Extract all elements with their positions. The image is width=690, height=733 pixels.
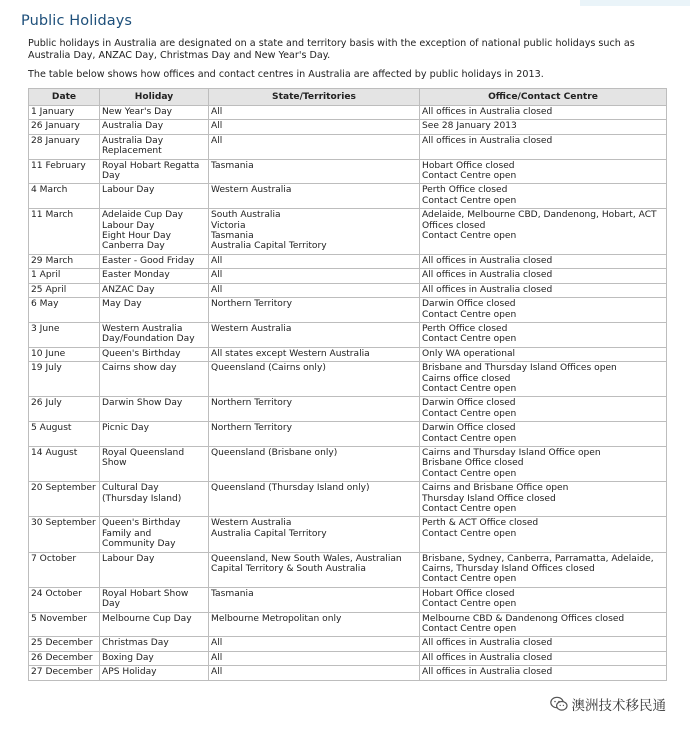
table-row <box>29 362 667 397</box>
cell-holiday-line: Adelaide Cup Day <box>102 210 184 221</box>
cell-states-line: All <box>211 135 223 146</box>
table-row <box>29 283 667 297</box>
cell-date: 5 August <box>29 422 100 447</box>
cell-holiday <box>100 612 209 637</box>
cell-office <box>420 134 667 159</box>
cell-states-line: Queensland (Thursday Island only) <box>211 483 370 494</box>
cell-states-line: Northern Territory <box>211 398 292 409</box>
cell-office-line: Contact Centre open <box>422 504 517 514</box>
cell-office <box>420 552 667 587</box>
cell-holiday-line: Labour Day <box>102 220 155 231</box>
cell-office <box>420 322 667 347</box>
cell-office-line: Cairns, Thursday Island Offices closed <box>422 564 595 575</box>
cell-states-line: Western Australia <box>211 323 292 334</box>
cell-date: 7 October <box>29 552 100 587</box>
cell-office <box>420 209 667 255</box>
cell-holiday <box>100 397 209 422</box>
cell-office-line: Cairns and Thursday Island Office open <box>422 447 601 458</box>
cell-office-line: Thursday Island Office closed <box>422 493 556 504</box>
cell-holiday-line: Easter Monday <box>102 270 170 281</box>
cell-office-line: Contact Centre open <box>422 468 517 479</box>
cell-office-line: Contact Centre open <box>422 195 517 206</box>
cell-office-line: Brisbane and Thursday Island Offices open <box>422 363 617 374</box>
cell-office-line: Perth Office closed <box>422 323 508 334</box>
cell-holiday <box>100 651 209 665</box>
cell-office-line: All offices in Australia closed <box>422 255 553 266</box>
table-row <box>29 517 667 552</box>
cell-office-line: Contact Centre open <box>422 433 517 444</box>
cell-office-line: Contact Centre open <box>422 309 517 320</box>
cell-states-line: Capital Territory & South Australia <box>211 564 366 575</box>
cell-states <box>209 422 420 447</box>
cell-states <box>209 298 420 323</box>
cell-holiday-line: Boxing Day <box>102 652 154 663</box>
cell-states <box>209 612 420 637</box>
table-row <box>29 134 667 159</box>
cell-office-line: All offices in Australia closed <box>422 107 553 117</box>
cell-date: 25 December <box>29 637 100 651</box>
top-accent-bar <box>580 0 690 6</box>
cell-states <box>209 322 420 347</box>
cell-holiday-line: Family and <box>102 528 152 539</box>
cell-office <box>420 397 667 422</box>
cell-states-line: Western Australia <box>211 518 292 529</box>
cell-office-line: All offices in Australia closed <box>422 638 553 649</box>
cell-office-line: Darwin Office closed <box>422 398 516 409</box>
cell-date: 5 November <box>29 612 100 637</box>
cell-holiday-line: May Day <box>102 299 142 310</box>
cell-office-line: Brisbane Office closed <box>422 458 524 469</box>
cell-states <box>209 446 420 481</box>
cell-office-line: Contact Centre open <box>422 408 517 419</box>
cell-holiday-line: Christmas Day <box>102 638 169 649</box>
cell-office <box>420 106 667 120</box>
cell-office <box>420 184 667 209</box>
cell-holiday-line: Australia Day <box>102 135 164 146</box>
cell-holiday-line: Melbourne Cup Day <box>102 613 192 624</box>
cell-holiday-line: Royal Hobart Show <box>102 588 189 599</box>
cell-states-line: All <box>211 255 223 266</box>
cell-date: 25 April <box>29 283 100 297</box>
cell-states <box>209 482 420 517</box>
cell-holiday-line: Replacement <box>102 146 162 157</box>
cell-states-line: South Australia <box>211 210 281 221</box>
table-row <box>29 552 667 587</box>
cell-states <box>209 209 420 255</box>
cell-office-line: Contact Centre open <box>422 383 517 394</box>
cell-holiday-line: Cairns show day <box>102 363 177 374</box>
cell-holiday <box>100 517 209 552</box>
cell-holiday <box>100 283 209 297</box>
table-row <box>29 397 667 422</box>
cell-date: 26 July <box>29 397 100 422</box>
cell-date: 11 March <box>29 209 100 255</box>
cell-states <box>209 106 420 120</box>
cell-date: 24 October <box>29 587 100 612</box>
cell-holiday <box>100 254 209 268</box>
table-row <box>29 587 667 612</box>
table-row <box>29 637 667 651</box>
cell-states-line: All <box>211 652 223 663</box>
cell-states <box>209 283 420 297</box>
cell-states-line: All <box>211 121 223 132</box>
cell-office <box>420 347 667 361</box>
cell-holiday-line: Queen's Birthday <box>102 518 181 529</box>
intro-paragraph: Public holidays in Australia are designated on a state and territory basis with the exception of national public holidays such as Australia Day, ANZAC Day, Christmas Day and New Year's Day. <box>28 38 635 61</box>
cell-holiday-line: Cultural Day <box>102 483 159 494</box>
cell-holiday <box>100 322 209 347</box>
cell-holiday-line: Day/Foundation Day <box>102 334 195 345</box>
table-row <box>29 446 667 481</box>
cell-states <box>209 517 420 552</box>
table-row <box>29 254 667 268</box>
wechat-icon <box>550 696 568 712</box>
cell-states <box>209 666 420 680</box>
cell-date: 20 September <box>29 482 100 517</box>
cell-holiday-line: Eight Hour Day <box>102 231 172 242</box>
cell-states <box>209 397 420 422</box>
cell-office <box>420 422 667 447</box>
cell-date: 6 May <box>29 298 100 323</box>
cell-office <box>420 120 667 134</box>
cell-date: 3 June <box>29 322 100 347</box>
cell-date: 1 January <box>29 106 100 120</box>
cell-holiday <box>100 159 209 184</box>
table-row <box>29 651 667 665</box>
table-row <box>29 347 667 361</box>
cell-office <box>420 482 667 517</box>
cell-office-line: Only WA operational <box>422 348 516 359</box>
cell-holiday-line: Day <box>102 171 120 182</box>
cell-office <box>420 587 667 612</box>
cell-office-line: Cairns and Brisbane Office open <box>422 483 569 494</box>
cell-office <box>420 517 667 552</box>
cell-office-line: Perth & ACT Office closed <box>422 518 539 529</box>
cell-date: 4 March <box>29 184 100 209</box>
cell-states-line: Australia Capital Territory <box>211 241 327 252</box>
cell-holiday-line: Labour Day <box>102 185 155 196</box>
cell-office-line: Contact Centre open <box>422 599 517 610</box>
cell-office-line: Perth Office closed <box>422 185 508 196</box>
cell-date: 11 February <box>29 159 100 184</box>
cell-office <box>420 651 667 665</box>
header-office: Office/Contact Centre <box>420 89 667 106</box>
page-title: Public Holidays <box>21 13 133 29</box>
cell-holiday-line: Easter - Good Friday <box>102 255 195 266</box>
cell-states-line: All states except Western Australia <box>211 348 370 359</box>
cell-states-line: All <box>211 107 223 117</box>
cell-states <box>209 362 420 397</box>
cell-office-line: Hobart Office closed <box>422 160 515 171</box>
cell-office-line: Melbourne CBD & Dandenong Offices closed <box>422 613 625 624</box>
cell-office <box>420 637 667 651</box>
cell-states <box>209 134 420 159</box>
cell-holiday-line: Community Day <box>102 539 176 550</box>
cell-office-line: Offices closed <box>422 220 486 231</box>
cell-office-line: Hobart Office closed <box>422 588 515 599</box>
cell-states-line: Queensland, New South Wales, Australian <box>211 553 402 564</box>
cell-office-line: Brisbane, Sydney, Canberra, Parramatta, Adelaide, <box>422 553 654 564</box>
cell-states-line: Northern Territory <box>211 423 292 434</box>
cell-holiday <box>100 134 209 159</box>
cell-holiday-line: New Year's Day <box>102 107 173 117</box>
cell-holiday-line: Show <box>102 458 127 469</box>
table-row <box>29 184 667 209</box>
cell-date: 14 August <box>29 446 100 481</box>
cell-states-line: Victoria <box>211 220 246 231</box>
cell-holiday <box>100 666 209 680</box>
cell-states <box>209 159 420 184</box>
cell-holiday <box>100 298 209 323</box>
cell-holiday <box>100 446 209 481</box>
cell-states <box>209 637 420 651</box>
watermark-text: 澳洲技术移民通 <box>571 698 666 714</box>
table-row <box>29 482 667 517</box>
cell-date: 1 April <box>29 269 100 283</box>
cell-states-line: All <box>211 270 223 281</box>
cell-holiday-line: (Thursday Island) <box>102 493 182 504</box>
cell-holiday-line: Royal Queensland <box>102 447 185 458</box>
table-row <box>29 298 667 323</box>
cell-holiday-line: Western Australia <box>102 323 183 334</box>
cell-states <box>209 552 420 587</box>
table-row <box>29 612 667 637</box>
cell-holiday <box>100 269 209 283</box>
table-header-row <box>29 89 667 106</box>
cell-states-line: Tasmania <box>211 231 254 242</box>
table-row <box>29 422 667 447</box>
table-row <box>29 209 667 255</box>
cell-holiday <box>100 552 209 587</box>
cell-holiday <box>100 347 209 361</box>
header-states: State/Territories <box>209 89 420 106</box>
cell-states-line: Tasmania <box>211 588 254 599</box>
cell-office-line: Adelaide, Melbourne CBD, Dandenong, Hobart, ACT <box>422 210 657 221</box>
cell-holiday-line: APS Holiday <box>102 667 157 678</box>
watermark <box>548 694 669 714</box>
cell-holiday <box>100 362 209 397</box>
cell-office-line: Contact Centre open <box>422 574 517 585</box>
cell-holiday-line: Picnic Day <box>102 423 149 434</box>
table-body <box>29 106 667 681</box>
cell-date: 26 January <box>29 120 100 134</box>
cell-states-line: Melbourne Metropolitan only <box>211 613 342 624</box>
table-row <box>29 666 667 680</box>
table-row <box>29 120 667 134</box>
cell-office-line: See 28 January 2013 <box>422 121 517 132</box>
cell-date: 28 January <box>29 134 100 159</box>
table-row <box>29 322 667 347</box>
cell-office-line: Contact Centre open <box>422 528 517 539</box>
cell-holiday <box>100 482 209 517</box>
cell-states <box>209 254 420 268</box>
cell-office <box>420 269 667 283</box>
cell-office-line: All offices in Australia closed <box>422 284 553 295</box>
cell-holiday-line: Labour Day <box>102 553 155 564</box>
cell-office-line: Darwin Office closed <box>422 423 516 434</box>
cell-states-line: All <box>211 667 223 678</box>
header-holiday: Holiday <box>100 89 209 106</box>
cell-office-line: All offices in Australia closed <box>422 135 553 146</box>
cell-holiday <box>100 106 209 120</box>
table-description: The table below shows how offices and contact centres in Australia are affected by public holidays in 2013. <box>28 69 544 80</box>
cell-holiday <box>100 422 209 447</box>
cell-states <box>209 120 420 134</box>
cell-office <box>420 446 667 481</box>
table-row <box>29 106 667 120</box>
cell-holiday <box>100 209 209 255</box>
cell-date: 19 July <box>29 362 100 397</box>
header-date: Date <box>29 89 100 106</box>
cell-date: 10 June <box>29 347 100 361</box>
cell-office-line: Contact Centre open <box>422 231 517 242</box>
cell-holiday <box>100 184 209 209</box>
cell-office-line: Contact Centre open <box>422 624 517 635</box>
cell-states-line: All <box>211 638 223 649</box>
cell-holiday-line: Canberra Day <box>102 241 165 252</box>
cell-office <box>420 298 667 323</box>
cell-holiday-line: Day <box>102 599 120 610</box>
cell-holiday-line: Australia Day <box>102 121 164 132</box>
cell-states <box>209 269 420 283</box>
cell-holiday <box>100 637 209 651</box>
cell-office <box>420 159 667 184</box>
cell-holiday <box>100 120 209 134</box>
table-row <box>29 269 667 283</box>
cell-holiday-line: Darwin Show Day <box>102 398 183 409</box>
cell-office <box>420 283 667 297</box>
cell-holiday-line: ANZAC Day <box>102 284 155 295</box>
cell-states-line: Tasmania <box>211 160 254 171</box>
cell-office <box>420 666 667 680</box>
cell-office-line: All offices in Australia closed <box>422 652 553 663</box>
cell-date: 26 December <box>29 651 100 665</box>
cell-office <box>420 362 667 397</box>
cell-states-line: Queensland (Brisbane only) <box>211 447 338 458</box>
cell-date: 30 September <box>29 517 100 552</box>
cell-holiday-line: Royal Hobart Regatta <box>102 160 200 171</box>
cell-office <box>420 612 667 637</box>
cell-office-line: All offices in Australia closed <box>422 667 553 678</box>
cell-states <box>209 651 420 665</box>
cell-states <box>209 184 420 209</box>
cell-office-line: Cairns office closed <box>422 373 511 384</box>
cell-office-line: All offices in Australia closed <box>422 270 553 281</box>
cell-states-line: Queensland (Cairns only) <box>211 363 326 374</box>
cell-holiday <box>100 587 209 612</box>
cell-office-line: Darwin Office closed <box>422 299 516 310</box>
table-row <box>29 159 667 184</box>
cell-states-line: Western Australia <box>211 185 292 196</box>
cell-date: 27 December <box>29 666 100 680</box>
cell-office-line: Contact Centre open <box>422 171 517 182</box>
cell-states-line: Northern Territory <box>211 299 292 310</box>
cell-states <box>209 587 420 612</box>
cell-date: 29 March <box>29 254 100 268</box>
cell-office <box>420 254 667 268</box>
cell-states-line: Australia Capital Territory <box>211 528 327 539</box>
public-holidays-table <box>28 88 667 681</box>
cell-office-line: Contact Centre open <box>422 334 517 345</box>
cell-holiday-line: Queen's Birthday <box>102 348 181 359</box>
cell-states-line: All <box>211 284 223 295</box>
cell-states <box>209 347 420 361</box>
